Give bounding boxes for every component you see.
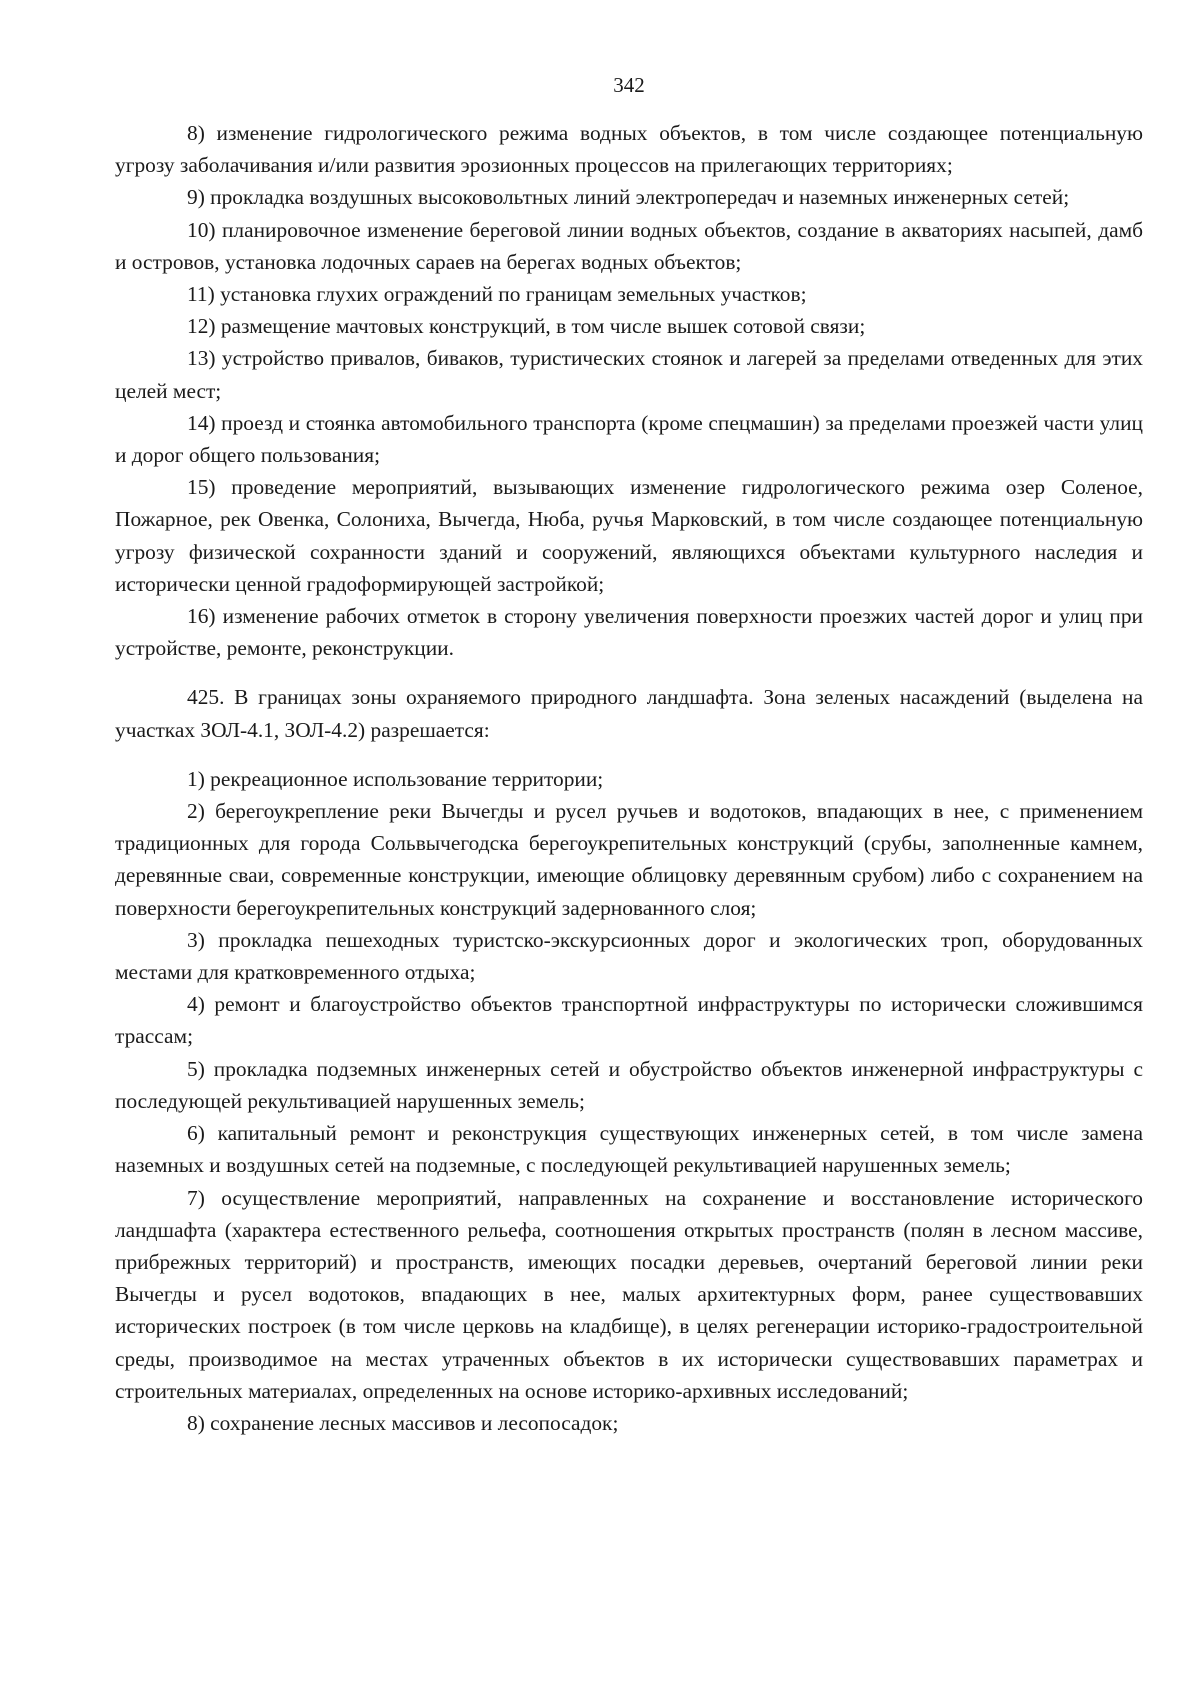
list-item: 14) проезд и стоянка автомобильного транспорта (кроме спецмашин) за пределами проезжей части улиц и дорог общего пользования; (115, 410, 1143, 468)
list-item: 15) проведение мероприятий, вызывающих изменение гидрологического режима озер Соленое, Пожарное, рек Овенка, Солониха, Вычегда, Нюба, ручья Марковский, в том числе создающее потенциальную угрозу физической сохранности зданий и сооружений, являющихся объектами культурного наследия и исторически ценной градоформирующей застройкой; (115, 475, 1143, 596)
list-item: 16) изменение рабочих отметок в сторону увеличения поверхности проезжих частей дорог и улиц при устройстве, ремонте, реконструкции. (115, 604, 1143, 661)
document-body (115, 117, 1143, 1439)
list-item: 1) рекреационное использование территории; (187, 766, 604, 791)
list-item: 2) берегоукрепление реки Вычегды и русел ручьев и водотоков, впадающих в нее, с применением традиционных для города Сольвычегодска берегоукрепительных конструкций (срубы, заполненные камнем, деревянные сваи, современные конструкции, имеющие облицовку деревянным срубом) либо с сохранением на поверхности берегоукрепительных конструкций задернованного слоя; (115, 799, 1143, 920)
list-item: 11) установка глухих ограждений по границам земельных участков; (187, 282, 807, 307)
list-item: 4) ремонт и благоустройство объектов транспортной инфраструктуры по исторически сложившимся трассам; (115, 992, 1143, 1049)
list-item: 9) прокладка воздушных высоковольтных линий электропередач и наземных инженерных сетей; (187, 185, 1070, 210)
page-number: 342 (613, 73, 645, 97)
list-item: 3) прокладка пешеходных туристско-экскурсионных дорог и экологических троп, оборудованных местами для кратковременного отдыха; (115, 927, 1143, 985)
list-item: 10) планировочное изменение береговой линии водных объектов, создание в акваториях насыпей, дамб и островов, установка лодочных сараев на берегах водных объектов; (115, 217, 1143, 274)
list-item: 12) размещение мачтовых конструкций, в том числе вышек сотовой связи; (187, 314, 866, 339)
list-item: 13) устройство привалов, биваков, туристических стоянок и лагерей за пределами отведенных для этих целей мест; (115, 346, 1143, 403)
list-item: 5) прокладка подземных инженерных сетей и обустройство объектов инженерной инфраструктуры с последующей рекультивацией нарушенных земель; (115, 1056, 1143, 1113)
list-item: 8) изменение гидрологического режима водных объектов, в том числе создающее потенциальную угрозу заболачивания и/или развития эрозионных процессов на прилегающих территориях; (115, 121, 1143, 178)
section-paragraph-425: 425. В границах зоны охраняемого природного ландшафта. Зона зеленых насаждений (выделена на участках ЗОЛ-4.1, ЗОЛ-4.2) разрешается: (115, 685, 1143, 742)
list-item: 6) капитальный ремонт и реконструкция существующих инженерных сетей, в том числе замена наземных и воздушных сетей на подземные, с последующей рекультивацией нарушенных земель; (115, 1121, 1143, 1178)
list-item: 7) осуществление мероприятий, направленных на сохранение и восстановление исторического ландшафта (характера естественного рельефа, соотношения открытых пространств (полян в лесном массиве, прибрежных территорий) и пространств, имеющих посадки деревьев, очертаний береговой линии реки Вычегды и русел водотоков, впадающих в нее, малых архитектурных форм, ранее существовавших исторических построек (в том числе церковь на кладбище), в целях регенерации историко-градостроительной среды, производимое на местах утраченных объектов в их исторически существовавших параметрах и строительных материалах, определенных на основе историко-архивных исследований; (115, 1185, 1143, 1403)
list-item: 8) сохранение лесных массивов и лесопосадок; (187, 1410, 619, 1435)
